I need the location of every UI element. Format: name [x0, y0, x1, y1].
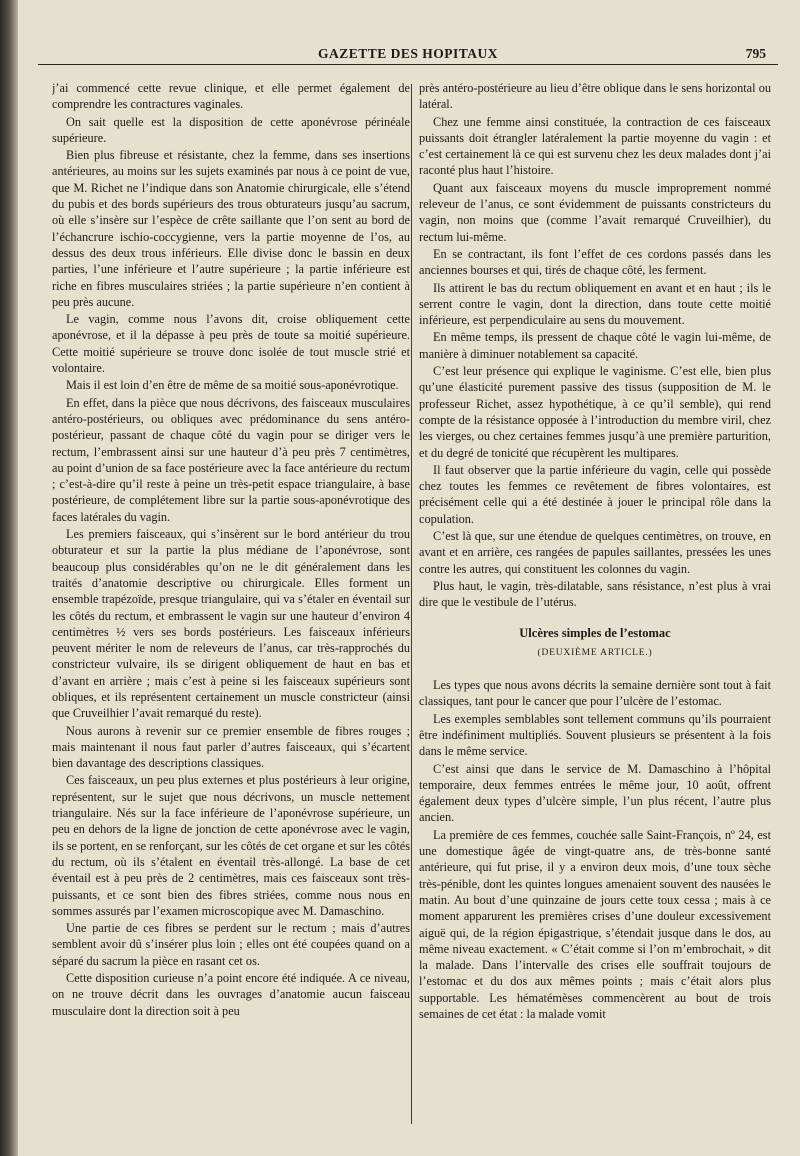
- paragraph: Ces faisceaux, un peu plus externes et plus postérieurs à leur origine, représentent, sur le sujet que nous décrivons, un muscle nettement triangulaire. Nés sur la face inférieure de l’aponévrose supérieure, un peu en dehors de la ligne de jonction de cette aponévrose avec le vagin, ils se portent, en se renforçant, sur les côtés de cet organe et sur les côtés du rectum, où ils s’étalent en éventail très-allongé. La base de cet éventail est à peu près de 2 centimètres, mais ces faisceaux sont très-puissants, et ce sont bien des fibres striées, comme nous nous en sommes assurés par l’examen microscopique avec M. Damaschino.: [52, 773, 410, 918]
- paragraph: Une partie de ces fibres se perdent sur le rectum ; mais d’autres semblent avoir dû s’insérer plus loin ; elles ont été coupées quand on a séparé du sacrum la pièce en rasant cet os.: [52, 921, 410, 968]
- section-title: Ulcères simples de l’estomac: [519, 625, 671, 640]
- paragraph: C’est là que, sur une étendue de quelques centimètres, on trouve, en avant et en arrière, ces rangées de papules saillantes, pressées les unes contre les autres, qui constituent les colonnes du vagin.: [419, 529, 771, 576]
- right-column: [419, 80, 771, 1130]
- column-divider: [411, 84, 412, 1124]
- paragraph: Bien plus fibreuse et résistante, chez la femme, dans ses insertions antérieures, au moins sur les sujets examinés par nous à ce point de vue, que M. Richet ne l’indique dans son Anatomie chirurgicale, elle s’étend du pubis et des bords supérieurs des trous obturateurs jusqu’au sacrum, où elle s’insère sur l’espèce de crête saillante que l’on sent au bord de l’échancrure ischio-coccygienne, vers la partie moyenne de l’os, au dessus des deux trous inférieurs. Elle divise donc le bassin en deux parties, l’une inférieure et l’autre supérieure ; la partie inférieure est riche en fibres musculaires striées ; la partie supérieure n’en contient à peu près aucune.: [52, 148, 410, 309]
- page-binding-shadow: [0, 0, 18, 1156]
- paragraph: Les types que nous avons décrits la semaine dernière sont tout à fait classiques, tant pour le cancer que pour l’ulcère de l’estomac.: [419, 678, 771, 709]
- paragraph: En se contractant, ils font l’effet de ces cordons passés dans les anciennes bourses et qui, tirés de chaque côté, les ferment.: [419, 246, 771, 278]
- paragraph: La première de ces femmes, couchée salle Saint-François, nº 24, est une domestique âgée de vingt-quatre ans, de très-bonne santé antérieure, qui fut prise, il y a environ deux mois, d’une toux sèche très-pénible, dont les quintes longues amenaient souvent des nausées le matin. Au bout d’une quinzaine de jours cette toux cessa ; mais à ce moment apparurent les premières crises d’une douleur excessivement aiguë qui, de la région épigastrique, s’étendait jusque dans le dos, au même niveau exactement. « C’était comme si l’on m’embrochait, » dit la malade. Dans l’intervalle des crises elle souffrait toujours de l’estomac et du dos aux mêmes points ; mais c’était alors plus supportable. Les hématémèses commencèrent au bout de trois semaines de cet état : la malade vomit: [419, 827, 771, 1022]
- paragraph: C’est leur présence qui explique le vaginisme. C’est elle, bien plus qu’une élasticité purement passive des tissus (supposition de M. le professeur Richet, assez hypothétique, à ce qu’il semble), qui rend compte de la résistance opposée à l’introduction du membre viril, chez les vierges, ou chez certaines femmes jusqu’à une première parturition, et du degré de tonicité que récupèrent les multipares.: [419, 364, 771, 460]
- paragraph: Le vagin, comme nous l’avons dit, croise obliquement cette aponévrose, et il la dépasse à peu près de toute sa moitié supérieure. Cette moitié supérieure se trouve donc isolée de tout muscle strié et volontaire.: [52, 312, 410, 376]
- paragraph: Cette disposition curieuse n’a point encore été indiquée. A ce niveau, on ne trouve décrit dans les ouvrages d’anatomie aucun faisceau musculaire dont la direction soit à peu: [52, 971, 410, 1018]
- section-subtitle: (DEUXIÈME ARTICLE.): [537, 647, 653, 658]
- journal-title: GAZETTE DES HOPITAUX: [317, 46, 499, 61]
- paragraph: En effet, dans la pièce que nous décrivons, des faisceaux musculaires antéro-postérieurs, ou obliques avec prédominance du sens antéro-postérieur, passant de chaque côté du vagin pour se diriger vers le rectum, l’embrassent ainsi sur une hauteur d’à peu près 7 centimètres, au point d’union de sa face postérieure avec la face antérieure du rectum ; c’est-à-dire qu’il reste à peine un très-petit espace triangulaire, à base postérieure, de complétement libre sur la partie sous-aponévrotique des faces latérales du vagin.: [52, 395, 410, 524]
- paragraph: C’est ainsi que dans le service de M. Damaschino à l’hôpital temporaire, deux femmes entrées le même jour, 10 août, offrent également deux types d’ulcère simple, l’un plus récent, l’autre plus ancien.: [419, 761, 771, 825]
- paragraph: Les exemples semblables sont tellement communs qu’ils pourraient être indéfiniment multipliés. Souvent plusieurs se présentent à la fois dans le même service.: [419, 711, 771, 759]
- left-column: [52, 80, 410, 1130]
- paragraph: Les premiers faisceaux, qui s’insèrent sur le bord antérieur du trou obturateur et sur la partie la plus médiane de l’aponévrose, sont beaucoup plus considérables qu’on ne le dit généralement dans les traités d’anatomie descriptive ou chirurgicale. Elles forment un ensemble trapézoïde, presque triangulaire, qui va s’étaler en éventail sur les côtés du rectum, et embrassent le vagin sur une hauteur d’environ 4 centimètres ½ vers ses bords postérieurs. Les faisceaux inférieurs peuvent mériter le nom de releveurs de l’anus, car très-rapprochés du constricteur vulvaire, ils se dirigent obliquement de haut en bas et d’avant en arrière ; mais c’est à peine si les faisceaux supérieurs sont obliques, et ils représentent certainement un muscle constricteur (ainsi que Cruveilhier l’avait remarqué du reste).: [52, 527, 410, 721]
- page-number: 795: [745, 46, 766, 61]
- running-header: [38, 44, 778, 65]
- paragraph: Chez une femme ainsi constituée, la contraction de ces faisceaux puissants doit étrangler latéralement la partie moyenne du vagin : et c’est certainement là ce qui est survenu chez les deux malades dont j’ai raconté plus haut l’histoire.: [419, 114, 771, 178]
- paragraph: j’ai commencé cette revue clinique, et elle permet également de comprendre les contractures vaginales.: [52, 81, 410, 112]
- paragraph: près antéro-postérieure au lieu d’être oblique dans le sens horizontal ou latéral.: [419, 81, 771, 112]
- paragraph: Mais il est loin d’en être de même de sa moitié sous-aponévrotique.: [66, 378, 399, 393]
- paragraph: En même temps, ils pressent de chaque côté le vagin lui-même, de manière à diminuer notablement sa capacité.: [419, 330, 771, 361]
- paragraph: On sait quelle est la disposition de cette aponévrose périnéale supérieure.: [52, 114, 410, 145]
- paragraph: Plus haut, le vagin, très-dilatable, sans résistance, n’est plus à vrai dire que le vestibule de l’utérus.: [419, 578, 771, 610]
- paragraph: Il faut observer que la partie inférieure du vagin, celle qui possède chez toutes les femmes ce revêtement de fibres volontaires, est précisément celle qui a été destinée à jouer le principal rôle dans la copulation.: [419, 462, 771, 526]
- paragraph: Ils attirent le bas du rectum obliquement en avant et en haut ; ils le serrent contre le vagin, dont la direction, dans toute cette moitié inférieure, est perpendiculaire au sens du mouvement.: [419, 280, 771, 328]
- paragraph: Nous aurons à revenir sur ce premier ensemble de fibres rouges ; mais maintenant il nous faut parler d’autres faisceaux, qui s’écartent bien davantage des descriptions classiques.: [52, 723, 410, 771]
- paragraph: Quant aux faisceaux moyens du muscle improprement nommé releveur de l’anus, ce sont évidemment de puissants constricteurs du vagin, non moins que (comme l’avait remarqué Cruveilhier), du rectum lui-même.: [419, 180, 771, 244]
